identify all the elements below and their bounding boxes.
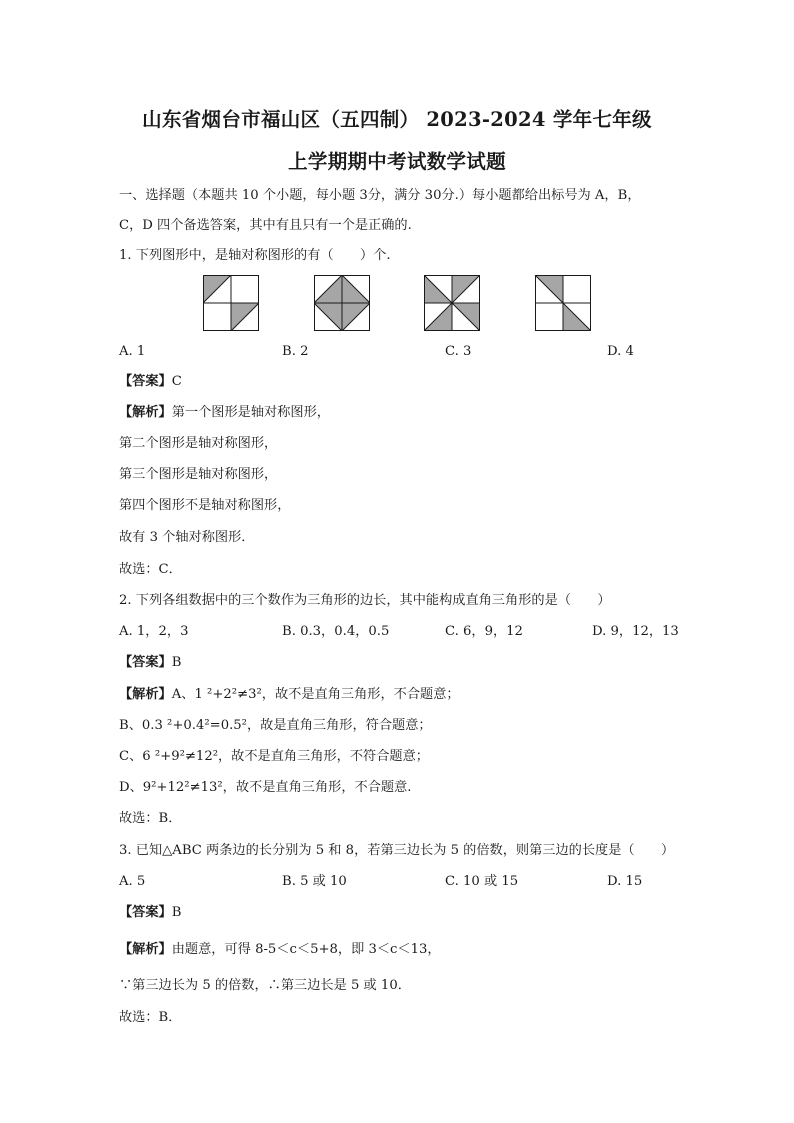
analysis-text: A、1 ²+2²≠3²，故不是直角三角形，不合题意； bbox=[171, 687, 460, 702]
answer-tag: 【答案】 bbox=[119, 905, 172, 920]
q1-option-c: C. 3 bbox=[445, 344, 472, 359]
q3-option-d: D. 15 bbox=[607, 874, 643, 889]
q1-analysis-line-3: 第三个图形是轴对称图形， bbox=[119, 467, 278, 482]
section-instruction-line-1: 一、选择题（本题共 10 个小题，每小题 3分，满分 30分.）每小题都给出标号为 A，B， bbox=[119, 188, 641, 203]
q2-option-b: B. 0.3，0.4，0.5 bbox=[282, 624, 390, 639]
analysis-tag: 【解析】 bbox=[119, 942, 172, 957]
q2-analysis-line-4: D、9²+12²≠13²，故不是直角三角形，不合题意. bbox=[119, 780, 412, 795]
q1-option-a: A. 1 bbox=[119, 344, 146, 359]
q1-option-d: D. 4 bbox=[607, 344, 634, 359]
analysis-tag: 【解析】 bbox=[119, 405, 172, 420]
q2-analysis-line-1 bbox=[119, 686, 460, 704]
q3-answer bbox=[119, 904, 181, 922]
square-figure-3-icon bbox=[424, 275, 480, 331]
q1-analysis-line-5: 故有 3 个轴对称图形． bbox=[119, 530, 255, 545]
page-title-line-1: 山东省烟台市福山区（五四制） 2023-2024 学年七年级 bbox=[142, 108, 652, 131]
analysis-text: 第一个图形是轴对称图形， bbox=[171, 405, 330, 420]
q2-stem: 2. 下列各组数据中的三个数作为三角形的边长，其中能构成直角三角形的是（ ） bbox=[119, 593, 611, 608]
section-instruction-line-2: C，D 四个备选答案，其中有且只有一个是正确的. bbox=[119, 218, 412, 233]
square-figure-1-icon bbox=[203, 275, 259, 331]
answer-value: C bbox=[171, 374, 182, 389]
answer-value: B bbox=[171, 905, 182, 920]
q3-stem: 3. 已知△ABC 两条边的长分别为 5 和 8，若第三边长为 5 的倍数，则第三边的长度是（ ） bbox=[119, 843, 675, 858]
q1-analysis-line-1 bbox=[119, 404, 330, 422]
q1-stem: 1. 下列图形中，是轴对称图形的有（ ）个. bbox=[119, 248, 391, 263]
q3-option-c: C. 10 或 15 bbox=[445, 874, 519, 889]
q3-analysis-line-1 bbox=[119, 941, 441, 959]
q2-analysis-line-5: 故选：B． bbox=[119, 811, 182, 826]
q1-analysis-line-2: 第二个图形是轴对称图形， bbox=[119, 436, 278, 451]
q3-analysis-line-3: 故选：B． bbox=[119, 1010, 182, 1025]
q2-option-c: C. 6，9，12 bbox=[445, 624, 523, 639]
q3-option-a: A. 5 bbox=[119, 874, 146, 889]
q2-option-d: D. 9，12，13 bbox=[592, 624, 679, 639]
square-figure-4-icon bbox=[535, 275, 591, 331]
answer-tag: 【答案】 bbox=[119, 374, 172, 389]
answer-tag: 【答案】 bbox=[119, 655, 172, 670]
analysis-text: 由题意，可得 8-5＜c＜5+8，即 3＜c＜13， bbox=[171, 942, 441, 957]
q1-analysis-line-6: 故选：C． bbox=[119, 562, 182, 577]
q3-analysis-line-2: ∵第三边长为 5 的倍数，∴第三边长是 5 或 10． bbox=[119, 978, 411, 993]
q1-option-b: B. 2 bbox=[282, 344, 309, 359]
q2-answer bbox=[119, 654, 181, 672]
analysis-tag: 【解析】 bbox=[119, 687, 172, 702]
q2-option-a: A. 1，2，3 bbox=[119, 624, 189, 639]
square-figure-2-icon bbox=[314, 275, 370, 331]
q1-analysis-line-4: 第四个图形不是轴对称图形， bbox=[119, 498, 291, 513]
q1-answer bbox=[119, 373, 182, 391]
q2-analysis-line-2: B、0.3 ²+0.4²=0.5²，故是直角三角形，符合题意； bbox=[119, 718, 432, 733]
q3-option-b: B. 5 或 10 bbox=[282, 874, 347, 889]
answer-value: B bbox=[171, 655, 182, 670]
q2-analysis-line-3: C、6 ²+9²≠12²，故不是直角三角形，不符合题意； bbox=[119, 749, 429, 764]
page-title-line-2: 上学期期中考试数学试题 bbox=[288, 150, 506, 173]
